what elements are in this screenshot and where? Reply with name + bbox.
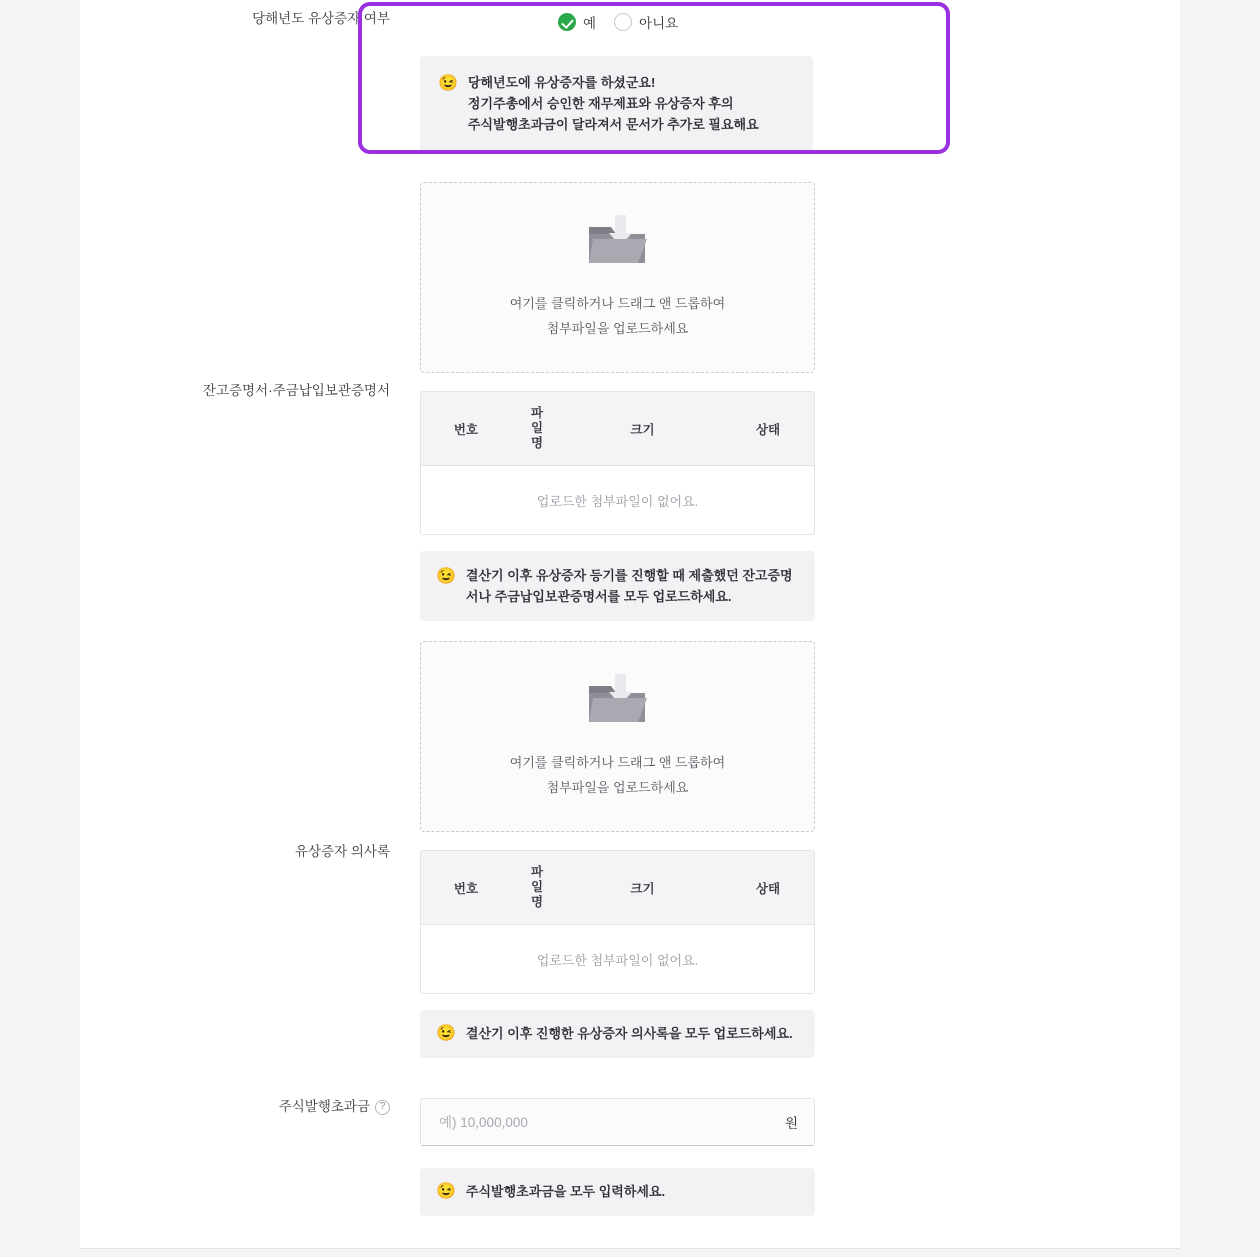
balance-certificate-body — [420, 182, 815, 621]
radio-option-yes[interactable] — [558, 12, 596, 32]
file-table-minutes — [420, 850, 815, 994]
file-table-header-balance — [421, 392, 814, 466]
radio-option-no[interactable] — [614, 12, 678, 32]
dropzone-balance-certificate[interactable] — [420, 182, 815, 373]
wink-emoji: 😉 — [438, 75, 458, 92]
folder-upload-icon — [585, 213, 651, 274]
notice-balance-line1: 결산기 이후 유상증자 등기를 진행할 때 제출했던 잔고증명 — [465, 568, 793, 583]
row-balance-certificate — [0, 182, 815, 621]
label-minutes: 유상증자 의사록 — [294, 844, 390, 859]
dropzone-minutes-line1: 여기를 클릭하거나 드래그 앤 드롭하여 — [509, 755, 726, 771]
notice-minutes — [420, 1010, 815, 1058]
radio-no-label: 아니요 — [639, 16, 679, 31]
row-share-premium — [0, 1098, 815, 1216]
notice-share-premium-text: 주식발행초과금을 모두 입력하세요. — [465, 1184, 666, 1200]
dropzone-minutes-line2: 첨부파일을 업로드하세요 — [546, 780, 689, 795]
dropzone-minutes-text — [510, 751, 725, 800]
notice-balance-certificate — [420, 551, 815, 621]
share-premium-input[interactable] — [437, 1114, 777, 1131]
row-minutes — [0, 641, 815, 1058]
notice-share-premium — [420, 1168, 815, 1216]
radio-yes-label: 예 — [583, 16, 597, 31]
header-filename: 파 일 명 — [530, 406, 544, 450]
radio-yes-mark[interactable] — [558, 13, 576, 31]
label-share-premium-text: 주식발행초과금 — [278, 1099, 370, 1114]
header-filename: 파 일 명 — [530, 865, 544, 909]
file-table-empty-minutes: 업로드한 첨부파일이 없어요. — [536, 952, 699, 968]
file-table-empty-balance: 업로드한 첨부파일이 없어요. — [536, 493, 699, 509]
wink-emoji: 😉 — [436, 1025, 456, 1043]
notice-capital-increase — [420, 56, 813, 151]
bottom-divider — [80, 1248, 1180, 1249]
notice-line-3: 주식발행초과금이 달라져서 문서가 추가로 필요해요 — [467, 117, 759, 133]
label-share-premium — [0, 1098, 420, 1117]
share-premium-unit: 원 — [784, 1116, 798, 1131]
minutes-body — [420, 641, 815, 1058]
radio-no-mark[interactable] — [614, 13, 632, 31]
question-mark-icon[interactable]: ? — [375, 1100, 390, 1115]
dropzone-balance-text — [510, 292, 725, 341]
notice-line-1: 당해년도에 유상증자를 하셨군요! — [467, 75, 656, 90]
folder-upload-icon — [585, 672, 651, 733]
header-no: 번호 — [453, 422, 479, 437]
label-capital-increase: 당해년도 유상증자 여부 — [252, 11, 390, 26]
header-status: 상태 — [755, 422, 781, 437]
header-status: 상태 — [755, 881, 781, 896]
notice-line-2: 정기주총에서 승인한 재무제표와 유상증자 후의 — [467, 96, 734, 112]
notice-balance-text — [466, 565, 793, 607]
label-balance-certificate: 잔고증명서·주금납입보관증명서 — [202, 383, 390, 398]
dropzone-balance-line1: 여기를 클릭하거나 드래그 앤 드롭하여 — [509, 296, 726, 312]
header-no: 번호 — [453, 881, 479, 896]
file-table-balance-certificate — [420, 391, 815, 535]
wink-emoji: 😉 — [436, 1183, 456, 1201]
file-table-header-minutes — [421, 851, 814, 925]
share-premium-body — [420, 1098, 815, 1216]
capital-increase-body — [420, 10, 815, 151]
radio-group-capital-increase — [558, 12, 815, 32]
notice-capital-increase-text — [468, 72, 759, 135]
notice-minutes-text: 결산기 이후 진행한 유상증자 의사록을 모두 업로드하세요. — [465, 1026, 793, 1042]
row-capital-increase — [0, 10, 815, 151]
dropzone-balance-line2: 첨부파일을 업로드하세요 — [546, 321, 689, 336]
header-size: 크기 — [630, 422, 655, 437]
dropzone-minutes[interactable] — [420, 641, 815, 832]
notice-balance-line2: 서나 주금납입보관증명서를 모두 업로드하세요. — [465, 589, 732, 605]
header-size: 크기 — [630, 881, 655, 896]
share-premium-field[interactable] — [420, 1098, 815, 1146]
wink-emoji: 😉 — [436, 568, 456, 585]
